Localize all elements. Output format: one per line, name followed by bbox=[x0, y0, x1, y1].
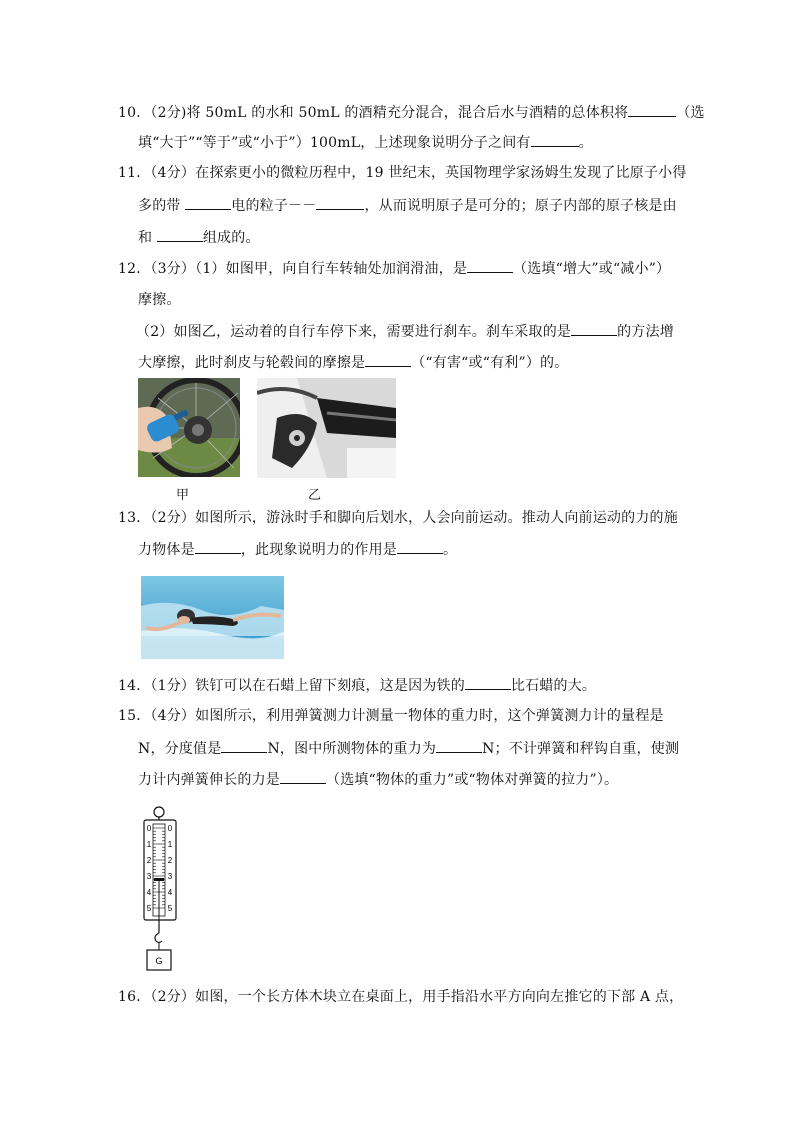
scale-label: 5 bbox=[146, 904, 152, 913]
q10-text2: 填“大于”“等于”或“小于”）100mL，上述现象说明分子之间有 bbox=[138, 135, 531, 151]
q13-text2-end: 。 bbox=[443, 542, 458, 558]
q12-text3b: 的方法增 bbox=[617, 324, 674, 340]
q14-line1 bbox=[118, 675, 596, 696]
q10-line1 bbox=[118, 102, 705, 123]
scale-label: 4 bbox=[167, 888, 173, 897]
q16-line1 bbox=[118, 987, 683, 1007]
q12-line4 bbox=[138, 352, 568, 373]
q12-blank1[interactable] bbox=[467, 258, 513, 273]
q10-line2 bbox=[138, 132, 593, 153]
q12-blank2[interactable] bbox=[571, 321, 617, 336]
q15-line2 bbox=[138, 738, 679, 759]
scale-ring bbox=[154, 807, 164, 817]
q15-blank3[interactable] bbox=[280, 769, 326, 784]
q11-line2 bbox=[138, 195, 677, 216]
scale-label: 3 bbox=[167, 872, 173, 881]
weight-label: G bbox=[155, 956, 163, 966]
caption-jia: 甲 bbox=[176, 488, 190, 503]
photo-bicycle-brake bbox=[257, 378, 396, 478]
q11-text3a: 和 bbox=[138, 230, 157, 246]
q13-line2 bbox=[138, 539, 457, 560]
q14-blank1[interactable] bbox=[465, 675, 511, 690]
spring-scale-figure bbox=[140, 805, 190, 975]
scale-label: 5 bbox=[167, 904, 173, 913]
q15-text3b: （选填“物体的重力”或“物体对弹簧的拉力”）。 bbox=[326, 772, 619, 788]
q10-text2-end: 。 bbox=[578, 135, 593, 151]
q10-text1-end: （选 bbox=[676, 105, 705, 121]
q15-line1 bbox=[118, 706, 664, 726]
q15-blank1[interactable] bbox=[221, 738, 267, 753]
bicycle-brake-image bbox=[257, 378, 396, 478]
scale-label: 2 bbox=[146, 856, 152, 865]
q15-text2c: N；不计弹簧和秤钩自重，使测 bbox=[482, 741, 680, 757]
photo-swimmer bbox=[141, 576, 284, 659]
q11-text2b: 电的粒子－－ bbox=[231, 198, 317, 214]
q11-blank2[interactable] bbox=[316, 195, 364, 210]
q15-text2a: N，分度值是 bbox=[138, 741, 222, 757]
q12-line1 bbox=[118, 258, 670, 279]
q12-line2 bbox=[138, 290, 181, 310]
scale-label: 0 bbox=[146, 824, 152, 833]
q11-text1: 11．（4分）在探索更小的微粒历程中，19 世纪末，英国物理学家汤姆生发现了比原子小得 bbox=[118, 165, 687, 181]
q15-line3 bbox=[138, 769, 618, 790]
q12-text2: 摩擦。 bbox=[138, 292, 181, 308]
scale-label: 1 bbox=[167, 840, 173, 849]
q12-blank3[interactable] bbox=[365, 352, 411, 367]
scale-label: 0 bbox=[167, 824, 173, 833]
scale-label: 1 bbox=[146, 840, 152, 849]
caption-yi: 乙 bbox=[308, 488, 322, 503]
scale-label: 2 bbox=[167, 856, 173, 865]
scale-hook bbox=[155, 933, 162, 943]
q12-text1b: （选填“增大”或“减小”） bbox=[513, 261, 671, 277]
q10-blank1[interactable] bbox=[628, 102, 676, 117]
q15-text3a: 力计内弹簧伸长的力是 bbox=[138, 772, 280, 788]
scale-label: 4 bbox=[146, 888, 152, 897]
q11-text3b: 组成的。 bbox=[202, 230, 260, 246]
q12-text4b: （“有害“或“有利”）的。 bbox=[411, 355, 569, 371]
q11-line1 bbox=[118, 163, 687, 183]
q12-text1a: 12．（3分）（1）如图甲，向自行车转轴处加润滑油，是 bbox=[118, 261, 468, 277]
q13-text2a: 力物体是 bbox=[138, 542, 195, 558]
q12-line3 bbox=[136, 321, 674, 342]
q12-text3a: （2）如图乙，运动着的自行车停下来，需要进行刹车。刹车采取的是 bbox=[136, 324, 572, 340]
q13-blank1[interactable] bbox=[195, 539, 241, 554]
q15-text2b: N，图中所测物体的重力为 bbox=[267, 741, 437, 757]
q13-blank2[interactable] bbox=[397, 539, 443, 554]
q13-text2b: ，此现象说明力的作用是 bbox=[240, 542, 398, 558]
q11-blank1[interactable] bbox=[185, 195, 231, 210]
q13-text1: 13．（2分）如图所示，游泳时手和脚向后划水，人会向前运动。推动人向前运动的力的施 bbox=[118, 510, 678, 526]
q10-blank2[interactable] bbox=[531, 132, 579, 147]
q11-blank3[interactable] bbox=[157, 227, 203, 242]
q11-text2c: ，从而说明原子是可分的；原子内部的原子核是由 bbox=[364, 198, 677, 214]
q15-text1: 15．（4分）如图所示，利用弹簧测力计测量一物体的重力时，这个弹簧测力计的量程是 bbox=[118, 708, 664, 724]
oiling-bicycle-image bbox=[138, 378, 240, 477]
q16-text1: 16．（2分）如图，一个长方体木块立在桌面上，用手指沿水平方向向左推它的下部 A 点， bbox=[118, 989, 684, 1005]
q10-text1: 10．（2分)将 50mL 的水和 50mL 的酒精充分混合，混合后水与酒精的总体积将 bbox=[118, 105, 629, 121]
swimmer-image bbox=[141, 576, 284, 659]
q15-blank2[interactable] bbox=[436, 738, 482, 753]
scale-label: 3 bbox=[146, 872, 152, 881]
q11-text2a: 多的带 bbox=[138, 198, 186, 214]
q14-text1b: 比石蜡的大。 bbox=[510, 678, 597, 694]
q11-line3 bbox=[138, 227, 260, 248]
spring-scale-diagram bbox=[140, 805, 190, 975]
q13-line1 bbox=[118, 508, 678, 528]
photo-oiling-bicycle bbox=[138, 378, 240, 477]
q14-text1a: 14．（1分）铁钉可以在石蜡上留下刻痕，这是因为铁的 bbox=[118, 678, 465, 694]
scale-pointer bbox=[154, 878, 164, 881]
q12-text4a: 大摩擦，此时刹皮与轮毂间的摩擦是 bbox=[138, 355, 366, 371]
